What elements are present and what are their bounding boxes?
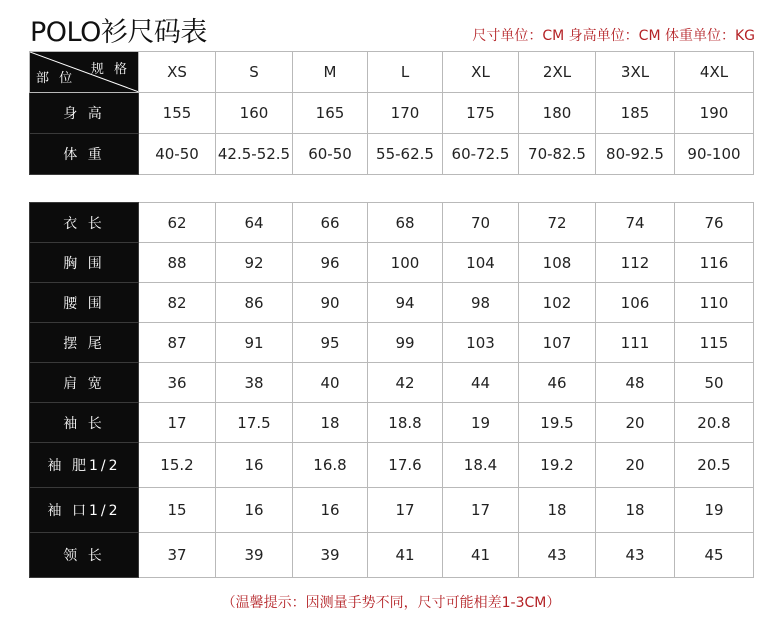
table-cell: 43 [519,533,596,578]
table-cell: 80-92.5 [596,134,675,175]
table-cell: 110 [675,283,754,323]
table-cell: 19.5 [519,403,596,443]
row-label: 袖 长 [30,403,139,443]
size-header-cell: 4XL [675,52,754,93]
table-cell: 99 [368,323,443,363]
size-header-cell: S [216,52,293,93]
table-cell: 68 [368,203,443,243]
table-cell: 180 [519,93,596,134]
table-cell: 17 [139,403,216,443]
size-header-row [30,52,754,93]
row-label: 袖 肥1/2 [30,443,139,488]
table-cell: 100 [368,243,443,283]
table-cell: 42 [368,363,443,403]
measurement-tip: （温馨提示：因测量手势不同，尺寸可能相差1-3CM） [221,595,561,611]
table-cell: 175 [443,93,519,134]
table-cell: 20.5 [675,443,754,488]
table-cell: 66 [293,203,368,243]
table-row [30,93,754,134]
row-label: 腰 围 [30,283,139,323]
table-cell: 20 [596,443,675,488]
table-cell: 165 [293,93,368,134]
table-cell: 17.5 [216,403,293,443]
table-cell: 64 [216,203,293,243]
table-cell: 91 [216,323,293,363]
table-cell: 160 [216,93,293,134]
table-cell: 70-82.5 [519,134,596,175]
table-cell: 19.2 [519,443,596,488]
table-cell: 170 [368,93,443,134]
table-cell: 20 [596,403,675,443]
table-cell: 60-50 [293,134,368,175]
table-cell: 18 [596,488,675,533]
size-header-cell: 3XL [596,52,675,93]
table-cell: 39 [293,533,368,578]
table-cell: 20.8 [675,403,754,443]
row-label: 身 高 [30,93,139,134]
table-cell: 15.2 [139,443,216,488]
table-cell: 40 [293,363,368,403]
page-title: POLO衫尺码表 [30,17,207,48]
corner-header-cell [30,52,139,93]
size-header-cell: 2XL [519,52,596,93]
table-cell: 16 [293,488,368,533]
table-cell: 88 [139,243,216,283]
row-label: 肩 宽 [30,363,139,403]
table-cell: 95 [293,323,368,363]
table-cell: 92 [216,243,293,283]
table-cell: 19 [443,403,519,443]
table-cell: 36 [139,363,216,403]
table-row [30,533,754,578]
corner-part-label: 部 位 [36,71,76,86]
table-cell: 94 [368,283,443,323]
table-cell: 87 [139,323,216,363]
table-cell: 17.6 [368,443,443,488]
table-cell: 18.8 [368,403,443,443]
table-cell: 111 [596,323,675,363]
table-cell: 98 [443,283,519,323]
size-table-garment-measure [29,202,754,578]
size-header-cell: XL [443,52,519,93]
table-row [30,403,754,443]
table-cell: 155 [139,93,216,134]
table-cell: 82 [139,283,216,323]
table-cell: 17 [443,488,519,533]
row-label: 衣 长 [30,203,139,243]
table-cell: 103 [443,323,519,363]
table-row [30,363,754,403]
table-row [30,203,754,243]
table-cell: 18 [519,488,596,533]
table-cell: 86 [216,283,293,323]
table-row [30,283,754,323]
table-cell: 190 [675,93,754,134]
size-header-cell: L [368,52,443,93]
table-cell: 39 [216,533,293,578]
table-cell: 62 [139,203,216,243]
row-label: 袖 口1/2 [30,488,139,533]
table-cell: 96 [293,243,368,283]
table-cell: 104 [443,243,519,283]
table-cell: 55-62.5 [368,134,443,175]
row-label: 摆 尾 [30,323,139,363]
table-row [30,243,754,283]
size-header-cell: M [293,52,368,93]
table-cell: 90-100 [675,134,754,175]
row-label: 胸 围 [30,243,139,283]
table-cell: 16 [216,443,293,488]
table-cell: 45 [675,533,754,578]
table-cell: 18.4 [443,443,519,488]
table-cell: 116 [675,243,754,283]
table-cell: 37 [139,533,216,578]
table-cell: 44 [443,363,519,403]
table-row [30,323,754,363]
table-cell: 46 [519,363,596,403]
size-table-body-measure [29,51,754,175]
table-cell: 107 [519,323,596,363]
table-cell: 74 [596,203,675,243]
corner-size-label: 规 格 [90,62,130,77]
table-cell: 76 [675,203,754,243]
table-cell: 18 [293,403,368,443]
table-cell: 41 [368,533,443,578]
table-cell: 102 [519,283,596,323]
table-cell: 19 [675,488,754,533]
table-cell: 16.8 [293,443,368,488]
row-label: 领 长 [30,533,139,578]
table-cell: 72 [519,203,596,243]
table-cell: 106 [596,283,675,323]
table-cell: 40-50 [139,134,216,175]
table-cell: 42.5-52.5 [216,134,293,175]
table-cell: 15 [139,488,216,533]
table-cell: 43 [596,533,675,578]
table-cell: 112 [596,243,675,283]
table-cell: 48 [596,363,675,403]
size-header-cell: XS [139,52,216,93]
table-row [30,443,754,488]
units-note: 尺寸单位：CM 身高单位：CM 体重单位：KG [472,28,755,44]
table-cell: 41 [443,533,519,578]
table-cell: 108 [519,243,596,283]
table-row [30,488,754,533]
table-cell: 185 [596,93,675,134]
table-cell: 50 [675,363,754,403]
table-cell: 60-72.5 [443,134,519,175]
table-cell: 90 [293,283,368,323]
table-cell: 70 [443,203,519,243]
row-label: 体 重 [30,134,139,175]
table-cell: 16 [216,488,293,533]
table-row [30,134,754,175]
table-cell: 38 [216,363,293,403]
table-cell: 17 [368,488,443,533]
table-cell: 115 [675,323,754,363]
